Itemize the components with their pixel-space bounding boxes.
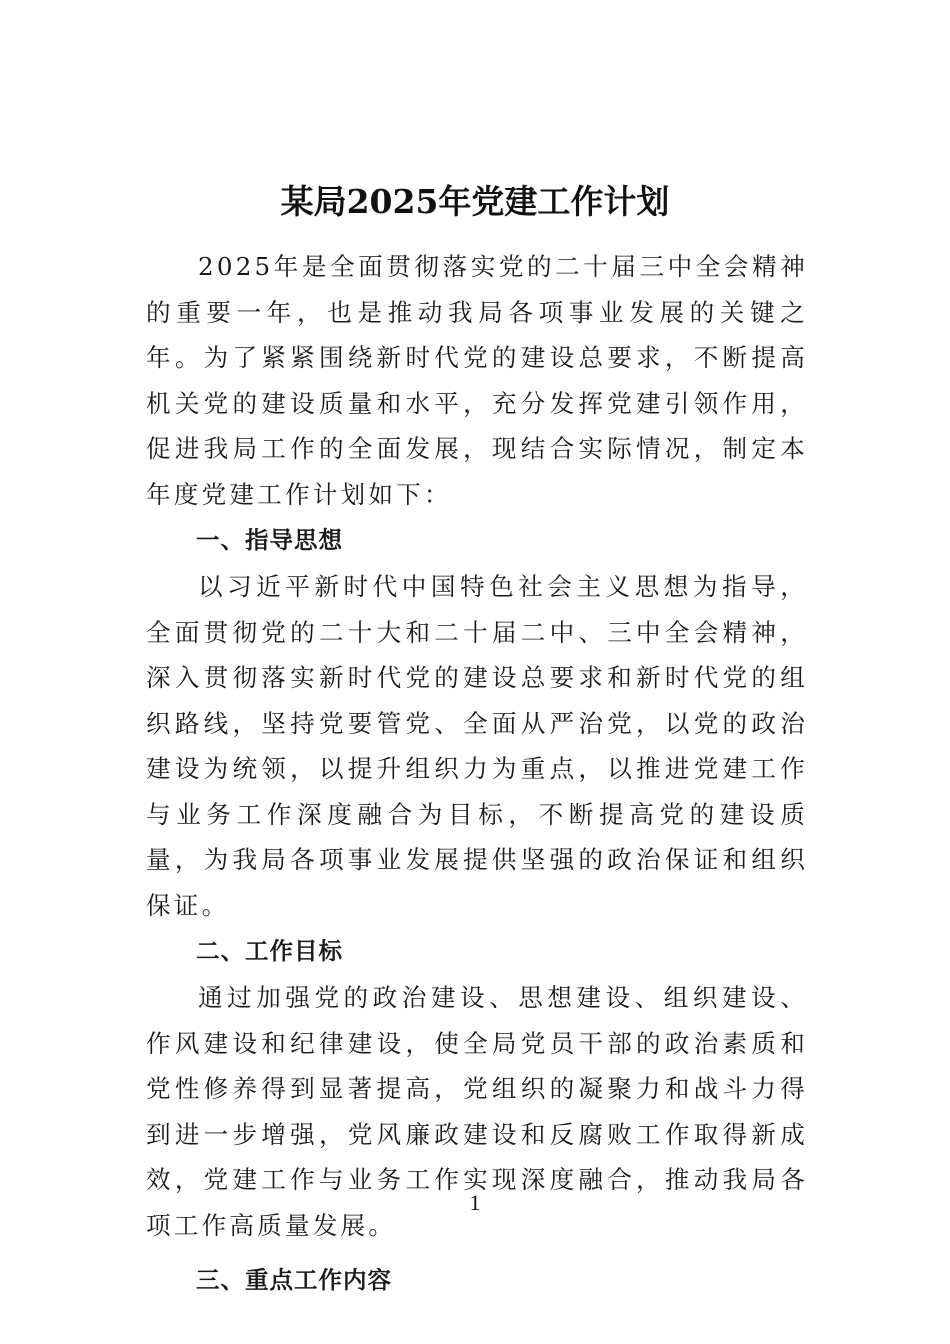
document-title: 某局2025年党建工作计划 — [280, 182, 670, 221]
section-heading-key-tasks: 三、重点工作内容 — [196, 1266, 392, 1294]
intro-paragraph: 2025年是全面贯彻落实党的二十届三中全会精神的重要一年，也是推动我局各项事业发展的关键之年。为了紧紧围绕新时代党的建设总要求，不断提高机关党的建设质量和水平，充分发挥党建引领作用，促进我局工作的全面发展，现结合实际情况，制定本年度党建工作计划如下： — [146, 252, 808, 509]
page-number: 1 — [469, 1190, 481, 1215]
section-heading-guiding-ideology: 一、指导思想 — [196, 526, 343, 554]
section-heading-work-goals: 二、工作目标 — [196, 937, 343, 965]
section-body-guiding-ideology: 以习近平新时代中国特色社会主义思想为指导，全面贯彻党的二十大和二十届二中、三中全会精神，深入贯彻落实新时代党的建设总要求和新时代党的组织路线，坚持党要管党、全面从严治党，以党的政治建设为统领，以提升组织力为重点，以推进党建工作与业务工作深度融合为目标，不断提高党的建设质量，为我局各项事业发展提供坚强的政治保证和组织保证。 — [146, 572, 808, 920]
document-body — [146, 244, 808, 1304]
section-body-work-goals: 通过加强党的政治建设、思想建设、组织建设、作风建设和纪律建设，使全局党员干部的政治素质和党性修养得到显著提高，党组织的凝聚力和战斗力得到进一步增强，党风廉政建设和反腐败工作取得新成效，党建工作与业务工作实现深度融合，推动我局各项工作高质量发展。 — [146, 983, 808, 1240]
